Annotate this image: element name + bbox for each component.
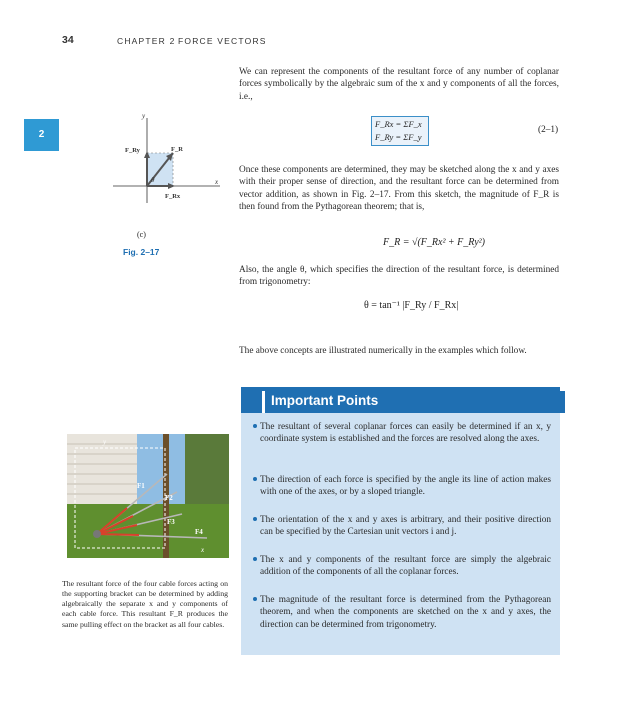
page-number: 34 — [62, 34, 74, 46]
important-points-title: Important Points — [266, 391, 565, 413]
photo-f2-label: F2 — [165, 494, 173, 502]
photo-f4-label: F4 — [195, 528, 203, 536]
photo-x-label: x — [201, 546, 205, 554]
bullet-icon — [253, 477, 257, 481]
fig-fry-label: F_Ry — [125, 147, 140, 154]
photo-f3-label: F3 — [167, 518, 175, 526]
grass — [67, 504, 229, 558]
fig-x-label: x — [215, 178, 219, 186]
figure-2-17 — [105, 108, 235, 233]
fig-theta-label: θ — [151, 176, 155, 184]
equation-number: (2–1) — [538, 125, 559, 135]
photo-f1-label: F1 — [137, 482, 145, 490]
bullet-icon — [253, 424, 257, 428]
theta-equation: θ = tan⁻¹ |F_Ry / F_Rx| — [364, 300, 459, 311]
bullet-icon — [253, 517, 257, 521]
important-point: The x and y components of the resultant force are simply the algebraic addition of the components of all the coplanar forces. — [248, 554, 551, 579]
fig-frx-label: F_Rx — [165, 193, 181, 200]
components-paragraph: Once these components are determined, they may be sketched along the x and y axes with their proper sense of direction, and the resultant force can be determined from vector addition, as shown in Fig. 2–17. From this sketch, the magnitude of F_R is then found from the Pythagorean theorem; that is, — [239, 165, 559, 213]
photo-caption: The resultant force of the four cable forces acting on the supporting bracket can be determined by adding algebraically the separate x and y components of each cable force. This resultant F_R produces the same pulling effect on the bracket as all four cables. — [62, 578, 228, 629]
angle-paragraph: Also, the angle θ, which specifies the direction of the resultant force, is determined from trigonometry: — [239, 265, 559, 288]
important-point: The direction of each force is specified by the angle its line of action makes with one of the axes, or by a sloped triangle. — [248, 474, 551, 499]
important-point: The orientation of the x and y axes is arbitrary, and their positive direction can be specified by the Cartesian unit vectors i and j. — [248, 514, 551, 539]
bullet-icon — [253, 597, 257, 601]
chapter-title: FORCE VECTORS — [178, 36, 267, 46]
trees — [185, 434, 229, 504]
equation-2-1-box — [371, 116, 429, 146]
important-point: The magnitude of the resultant force is determined from the Pythagorean theorem, and when the components are sketched on the x and y axes, the direction can be determined from trigonometry. — [248, 594, 551, 631]
pythagorean-equation: F_R = √(F_Rx² + F_Ry²) — [383, 237, 485, 248]
cable-bracket-photo — [67, 434, 229, 558]
equation-line-2: F_Ry = ΣF_y — [375, 132, 422, 142]
fig-y-label: y — [142, 112, 146, 120]
chapter-label: CHAPTER 2 — [117, 36, 176, 46]
intro-paragraph: We can represent the components of the resultant force of any number of coplanar forces symbolically by the algebraic sum of the x and y components of all the forces, i.e., — [239, 67, 559, 102]
figure-caption: Fig. 2–17 — [123, 247, 160, 257]
equation-line-1: F_Rx = ΣF_x — [375, 119, 422, 129]
photo-y-label: y — [103, 438, 107, 446]
examples-paragraph: The above concepts are illustrated numerically in the examples which follow. — [239, 346, 527, 356]
bracket — [93, 530, 101, 538]
figure-sublabel: (c) — [137, 230, 146, 239]
important-point: The resultant of several coplanar forces can easily be determined if an x, y coordinate system is established and the forces are resolved along the axes. — [248, 421, 551, 446]
bullet-icon — [253, 557, 257, 561]
fig-fr-label: F_R — [171, 146, 183, 153]
chapter-tab: 2 — [24, 119, 59, 151]
panel-header-stripe — [262, 391, 265, 413]
